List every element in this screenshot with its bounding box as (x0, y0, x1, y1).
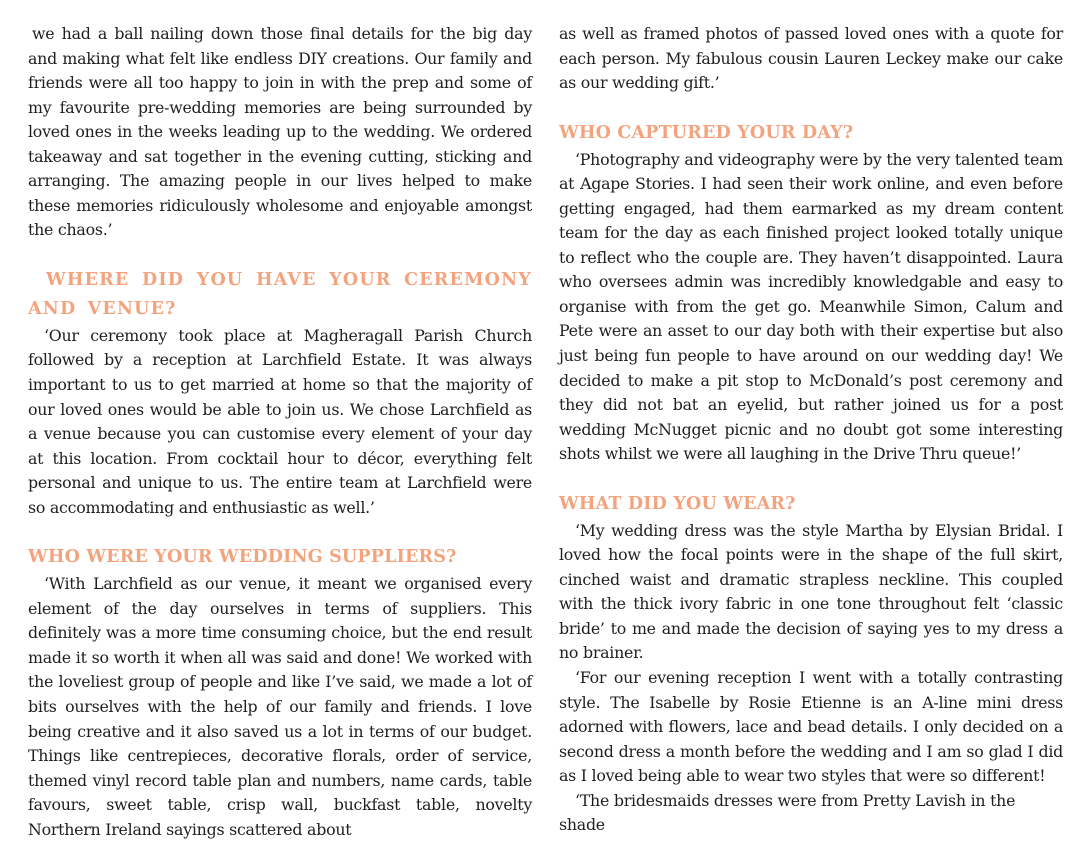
left-column (28, 22, 532, 842)
wear-paragraph-dress: ‘My wedding dress was the style Martha by Elysian Bridal. I loved how the focal points were in the shape of the full skirt, cinched waist and dramatic strapless neckline. This coupled with the thick ivory fabric in one tone throughout felt ‘classic bride’ to me and made the decision of saying yes to my dress a no brainer. (559, 520, 1063, 663)
intro-paragraph: we had a ball nailing down those final details for the big day and making what felt like endless DIY creations. Our family and friends were all too happy to join in with the prep and some of my favourite pre-wedding memories are being surrounded by loved ones in the weeks leading up to the wedding. We ordered takeaway and sat together in the evening cutting, sticking and arranging. The amazing people in our lives helped to make these memories ridiculously wholesome and enjoyable amongst the chaos.’ (28, 24, 532, 240)
suppliers-heading: WHO WERE YOUR WEDDING SUPPLIERS? (28, 547, 457, 568)
suppliers-continued-paragraph: as well as framed photos of passed loved ones with a quote for each person. My fabulous cousin Lauren Leckey make our cake as our wedding gift.’ (559, 24, 1063, 93)
right-column (559, 22, 1063, 838)
captured-heading: WHO CAPTURED YOUR DAY? (559, 122, 854, 143)
captured-paragraph: ‘Photography and videography were by the very talented team at Agape Stories. I had seen their work online, and even before getting engaged, had them earmarked as my dream content team for the day as each finished project looked totally unique to reflect who the couple are. They haven’t disappointed. Laura who oversees admin was incredibly knowledgable and easy to organise with from the get go. Meanwhile Simon, Calum and Pete were an asset to our day both with their expertise but also just being fun people to have around on our wedding day! We decided to make a pit stop to McDonald’s post ceremony and they did not bat an eyelid, but rather joined us for a post wedding McNugget picnic and no doubt got some interesting shots whilst we were all laughing in the Drive Thru queue!’ (559, 149, 1063, 464)
wear-paragraph-bridesmaids: ‘The bridesmaids dresses were from Pretty Lavish in the shade (559, 790, 1016, 835)
wear-heading: WHAT DID YOU WEAR? (559, 493, 796, 514)
wear-paragraph-evening: ‘For our evening reception I went with a totally contrasting style. The Isabelle by Rosie Etienne is an A-line mini dress adorned with flowers, lace and bead details. I only decided on a second dress a month before the wedding and I am so glad I did as I loved being able to wear two styles that were so different! (559, 668, 1063, 786)
suppliers-paragraph: ‘With Larchfield as our venue, it meant we organised every element of the day ourselves in terms of suppliers. This definitely was a more time consuming choice, but the end result made it so worth it when all was said and done! We worked with the loveliest group of people and like I’ve said, we made a lot of bits ourselves with the help of our family and friends. I love being creative and it also saved us a lot in terms of our budget. Things like centrepieces, decorative florals, order of service, themed vinyl record table plan and numbers, name cards, table favours, sweet table, crisp wall, buckfast table, novelty Northern Ireland sayings scattered about (28, 574, 532, 839)
ceremony-paragraph: ‘Our ceremony took place at Magheragall Parish Church followed by a reception at Larchfield Estate. It was always important to us to get married at home so that the majority of our loved ones would be able to join us. We chose Larchfield as a venue because you can customise every element of your day at this location. From cocktail hour to décor, everything felt personal and unique to us. The entire team at Larchfield were so accommodating and enthusiastic as well.’ (28, 325, 532, 517)
ceremony-heading: WHERE DID YOU HAVE YOUR CEREMONY AND VENUE? (28, 269, 532, 319)
